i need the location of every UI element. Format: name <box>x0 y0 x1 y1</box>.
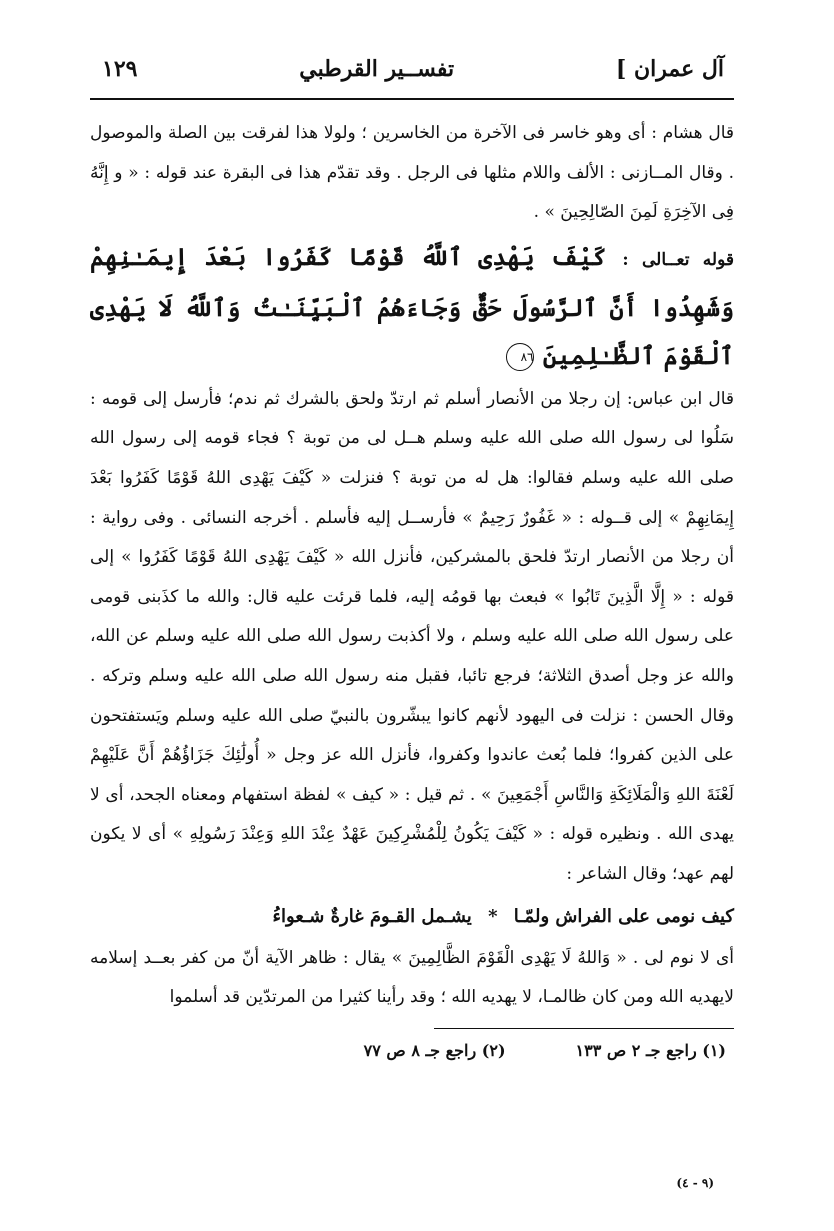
poem-separator: * <box>488 905 498 927</box>
footnote-1: (١) راجع جـ ٢ ص ١٣٣ <box>575 1040 726 1060</box>
paragraph-closing: أى لا نوم لى . « وَاللهُ لَا يَهْدِى الْقَوْمَ الظَّالِمِينَ » يقال : ظاهر الآية أنّ من كفر بعــد إسلامه لايهديه الله ومن كان ظالمـا، لا يهديه الله ؛ وقد رأينا كثيرا من المرتدّين قد أسلموا <box>90 947 734 1008</box>
paragraph-commentary: قال ابن عباس: إن رجلا من الأنصار أسلم ثم ارتدّ ولحق بالشرك ثم ندم؛ فأرسل إلى قومه : سَلُوا لى رسول الله صلى الله عليه وسلم هــل لى من توبة ؟ فجاء قومه إلى رسول الله صلى الله عليه وسلم فقالوا: هل له من توبة ؟ فنزلت « كَيْفَ يَهْدِى اللهُ قَوْمًا كَفَرُوا بَعْدَ إِيمَانِهِمْ » إلى قــوله : « غَفُورٌ رَحِيمٌ » فأرســل إليه فأسلم . أخرجه النسائى . وفى رواية : أن رجلا من الأنصار ارتدّ فلحق بالمشركين، فأنزل الله « كَيْفَ يَهْدِى اللهُ قَوْمًا كَفَرُوا » إلى قوله : « إِلَّا الَّذِينَ تَابُوا » فبعث بها قومُه إليه، فلما قرئت عليه قال: والله ما كذَبنى قومى على رسول الله صلى الله عليه وسلم ، ولا أكذبت رسول الله صلى الله عليه وسلم عن الله، والله عز وجل أصدق الثلاثة؛ فرجع تائبا، فقبل منه رسول الله صلى الله عليه وسلم وتركه . وقال الحسن : نزلت فى اليهود لأنهم كانوا يبشّرون بالنبيّ صلى الله عليه وسلم ويَستفتحون على الذين كفروا؛ فلما بُعث عاندوا وكفروا، فأنزل الله عز وجل « أُولَٰئِكَ جَزَاؤُهُمْ أَنَّ عَلَيْهِمْ لَعْنَةَ اللهِ وَالْمَلَائِكَةِ وَالنَّاسِ أَجْمَعِينَ » . ثم قيل : « كيف » لفظة استفهام ومعناه الجحد، أى لا يهدى الله . ونظيره قوله : « كَيْفَ يَكُونُ لِلْمُشْرِكِينَ عَهْدٌ عِنْدَ اللهِ وَعِنْدَ رَسُولِهِ » أى لا يكون لهم عهد؛ وقال الشاعر : <box>90 388 734 884</box>
surah-name: آل عمران ] <box>615 56 724 82</box>
page-body <box>90 114 734 1018</box>
verse-text: كَيْفَ يَهْدِى ٱللَّهُ قَوْمًا كَفَرُوا بَعْدَ إِيمَـٰنِهِمْ وَشَهِدُوا أَنَّ ٱلرَّسُولَ حَقٌّ وَجَاءَهُمُ ٱلْبَيِّنَـٰتُ وَٱللَّهُ لَا يَهْدِى ٱلْقَوْمَ ٱلظَّـٰلِمِينَ <box>90 241 734 370</box>
footnote-divider <box>434 1028 734 1029</box>
poem-verse <box>90 895 734 939</box>
printer-signature: (٩ - ٤) <box>676 1176 714 1190</box>
footnote-2: (٢) راجع جـ ٨ ص ٧٧ <box>363 1040 506 1060</box>
book-page <box>90 40 734 1200</box>
book-title: تفســير القرطبي <box>299 56 455 82</box>
poem-hemistich-first: كيف نومى على الفراش ولمّـا <box>513 905 734 927</box>
quran-verse <box>90 233 734 380</box>
ayah-number-mark: ٨٦ <box>506 343 534 371</box>
page-header <box>90 40 734 100</box>
paragraph-intro: قال هشام : أى وهو خاسر فى الآخرة من الخاسرين ؛ ولولا هذا لفرقت بين الصلة والموصول . وقال المــازنى : الألف واللام مثلها فى الرجل . وقد تقدّم هذا فى البقرة عند قوله : « و إِنَّهُ فِى الآخِرَةِ لَمِنَ الصّالِحِينَ » . <box>90 123 734 223</box>
page-number: ١٢٩ <box>102 56 138 82</box>
footnotes <box>90 1041 734 1060</box>
verse-lead: قوله تعــالى : <box>622 249 734 270</box>
poem-hemistich-second: يشـمل القـومَ غارةٌ شـعواءُ <box>272 905 472 927</box>
